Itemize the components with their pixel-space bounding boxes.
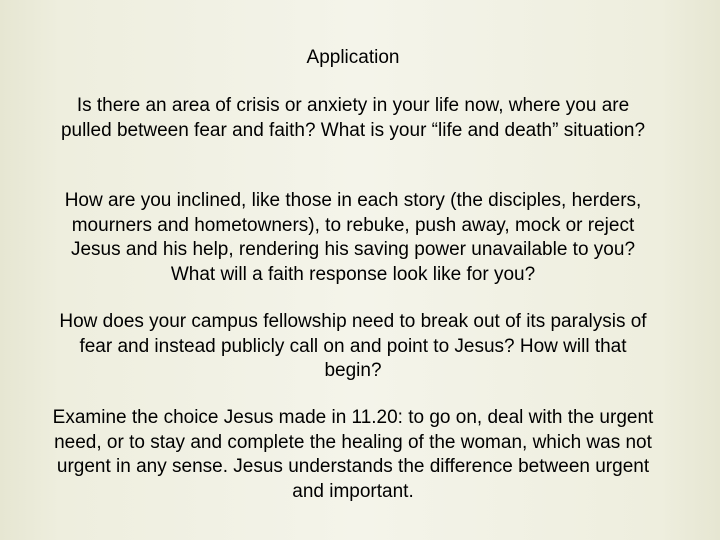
slide-title: Application: [306, 47, 400, 68]
paragraph-crisis-question: Is there an area of crisis or anxiety in your life now, where you are pulled between fear and faith? What is your “life and death” situation?: [60, 95, 646, 141]
paragraph-inclination-question: How are you inclined, like those in each story (the disciples, herders, mourners and hometowners), to rebuke, push away, mock or reject Jesus and his help, rendering his saving power unavailable to you? What will a faith response look like for you?: [64, 190, 642, 285]
paragraph-urgent-vs-important: Examine the choice Jesus made in 11.20: to go on, deal with the urgent need, or to stay and complete the healing of the woman, which was not urgent in any sense. Jesus understands the difference between urgent and important.: [52, 407, 654, 502]
paragraph-campus-fellowship-question: How does your campus fellowship need to break out of its paralysis of fear and instead publicly call on and point to Jesus? How will that begin?: [59, 311, 647, 381]
